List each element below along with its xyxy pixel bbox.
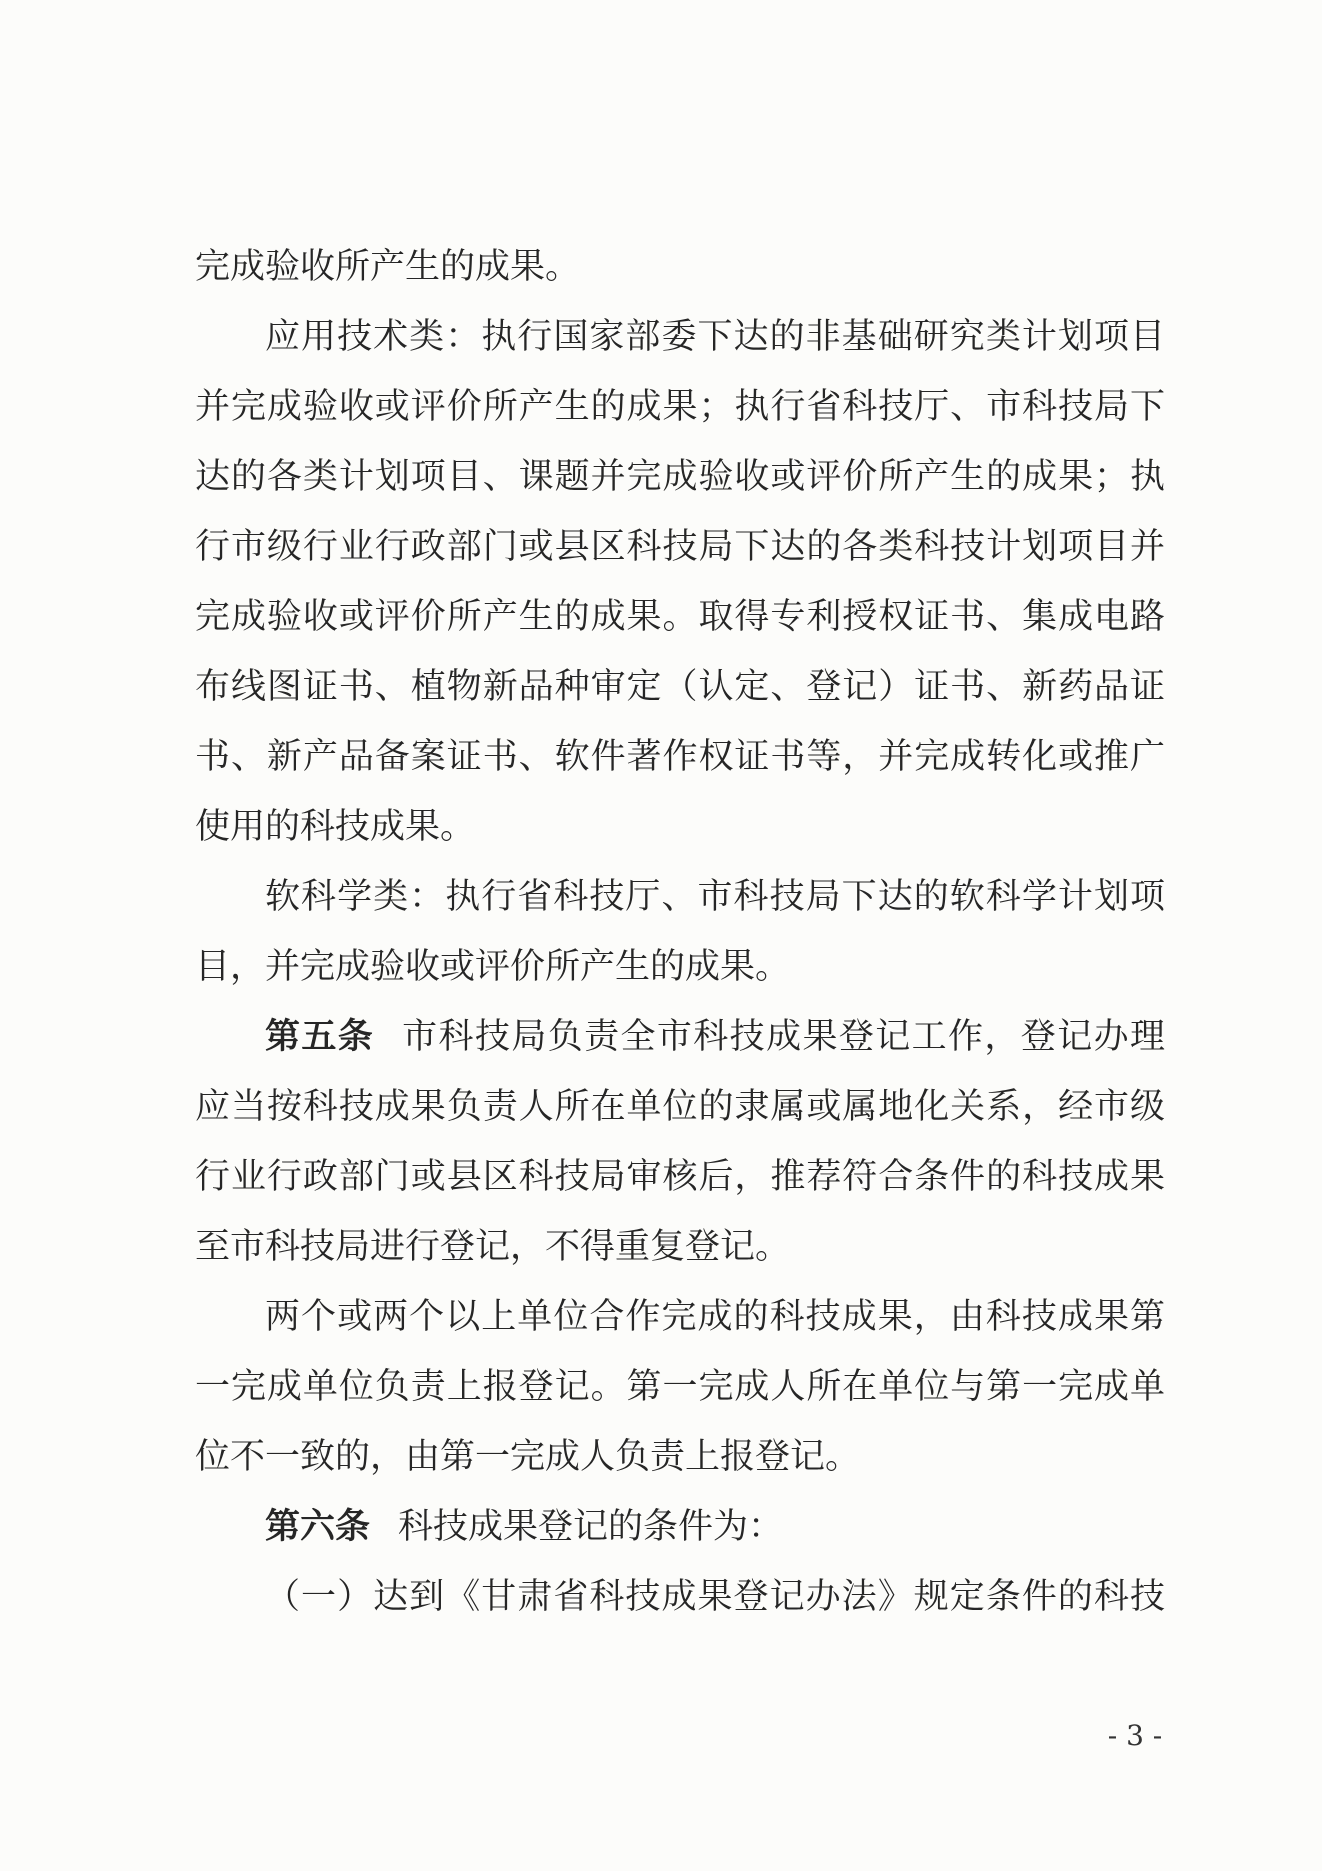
body-line: 至市科技局进行登记，不得重复登记。: [195, 1227, 791, 1267]
article-five-text: 市科技局负责全市科技成果登记工作，登记办理: [402, 1017, 1165, 1057]
body-line: 一完成单位负责上报登记。第一完成人所在单位与第一完成单: [195, 1367, 1165, 1407]
article-five-line: [195, 1002, 1165, 1072]
body-line: 并完成验收或评价所产生的成果；执行省科技厅、市科技局下: [195, 387, 1165, 427]
body-line: 位不一致的，由第一完成人负责上报登记。: [195, 1437, 861, 1477]
body-line: 达的各类计划项目、课题并完成验收或评价所产生的成果；执: [195, 457, 1165, 497]
body-line: 布线图证书、植物新品种审定（认定、登记）证书、新药品证: [195, 667, 1165, 707]
body-line: （一）达到《甘肃省科技成果登记办法》规定条件的科技: [265, 1577, 1165, 1617]
body-line: 目，并完成验收或评价所产生的成果。: [195, 947, 791, 987]
body-line: 应用技术类：执行国家部委下达的非基础研究类计划项目: [265, 317, 1165, 357]
body-line: 完成验收所产生的成果。: [195, 247, 581, 287]
article-six-text: 科技成果登记的条件为：: [398, 1507, 784, 1547]
body-line: 行业行政部门或县区科技局审核后，推荐符合条件的科技成果: [195, 1157, 1165, 1197]
body-line: 应当按科技成果负责人所在单位的隶属或属地化关系，经市级: [195, 1087, 1165, 1127]
body-line: 书、新产品备案证书、软件著作权证书等，并完成转化或推广: [195, 737, 1165, 777]
body-line: 行市级行业行政部门或县区科技局下达的各类科技计划项目并: [195, 527, 1165, 567]
body-line: 使用的科技成果。: [195, 807, 476, 847]
article-five-heading: 第五条: [265, 1016, 375, 1057]
article-six-heading: 第六条: [265, 1506, 371, 1547]
body-line: 完成验收或评价所产生的成果。取得专利授权证书、集成电路: [195, 597, 1165, 637]
body-line: 两个或两个以上单位合作完成的科技成果，由科技成果第: [265, 1297, 1165, 1337]
body-line: 软科学类：执行省科技厅、市科技局下达的软科学计划项: [265, 877, 1165, 917]
page-number: - 3 -: [1107, 1719, 1163, 1752]
document-body: [195, 232, 1165, 1632]
article-six-line: [195, 1492, 1165, 1562]
